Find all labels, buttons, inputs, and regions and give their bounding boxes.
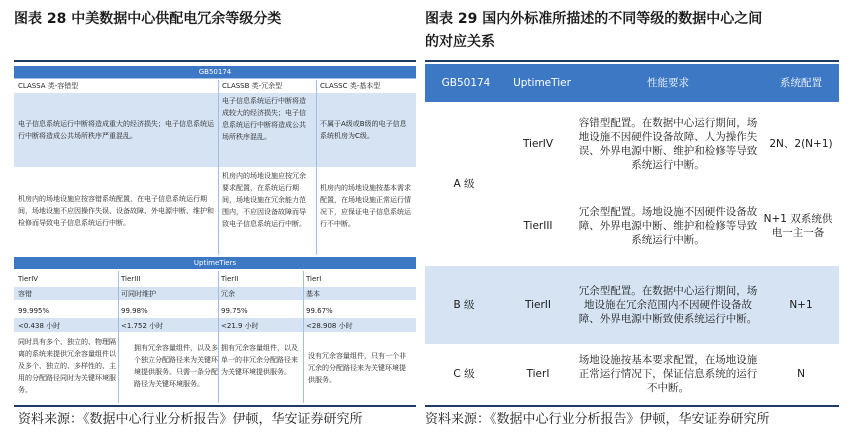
tier-iv-description: 同时具有多个、独立的、物理隔离的系统来提供冗余容量组件以及多个、独立的、多样性的、主用的分配路径同时为关键环境服务。	[18, 338, 116, 394]
left-title-rule	[14, 60, 416, 62]
tier-ii-downtime: <21.9 小时	[221, 322, 259, 330]
right-title-line2: 的对应关系	[425, 34, 495, 50]
tier-iii-downtime: <1.752 小时	[121, 322, 164, 330]
tier-ii-performance: 冗余型配置。在数据中心运行期间，场地设施在冗余范围内不因硬件设备故障、外界电源中断致使系统运行中断。	[578, 285, 758, 325]
tier-iv-type: 容错	[18, 290, 32, 298]
tier-iii-label: TierIII	[121, 275, 141, 283]
class-a-impact: 电子信息系统运行中断将造成重大的经济损失；电子信息系统运行中断将造成公共场所秩序严重混乱。	[18, 120, 214, 140]
col-header-uptimetier: UptimeTier	[513, 77, 571, 89]
uptime-tiers-header: UptimeTiers	[14, 257, 416, 269]
tier-iv-availability: 99.995%	[18, 307, 50, 315]
divider	[303, 271, 304, 403]
tier-iii-config: N+1 双系统供电一主一备	[763, 213, 833, 239]
right-title-rule	[425, 60, 839, 62]
col-header-gb50174: GB50174	[441, 77, 491, 89]
gb50174-header: GB50174	[14, 66, 416, 78]
class-b-config: 机房内的场地设施应按冗余要求配置，在系统运行期间，场地设施在冗余能力范围内，不应因设备故障而导致电子信息系统运行中断。	[222, 172, 306, 228]
tier-iii-availability: 99.98%	[121, 307, 148, 315]
tier-i-performance: 场地设施按基本要求配置，在场地设施正常运行情况下，保证信息系统的运行不中断。	[578, 354, 758, 394]
left-source-note: 资料来源：《数据中心行业分析报告》伊顿，华安证券研究所	[18, 412, 363, 427]
left-figure-title: 图表 28 中美数据中心供配电冗余等级分类	[14, 11, 282, 27]
left-bottom-rule	[14, 405, 416, 407]
tier-iv: TierIV	[522, 138, 554, 150]
tier-iii-type: 可同时维护	[121, 290, 156, 298]
grade-a: A 级	[453, 178, 475, 190]
divider	[218, 271, 219, 403]
class-c-config: 机房内的场地设施按基本需求配置，在场地设施正常运行情况下，应保证电子信息系统运行不中断。	[320, 184, 411, 228]
col-header-config: 系统配置	[780, 77, 822, 89]
grade-b: B 级	[453, 299, 475, 311]
tier-ii: TierII	[525, 299, 551, 311]
tier-iv-performance: 容错型配置。在数据中心运行期间，场地设施不因硬件设备故障、人为操作失误、外界电源中断、维护和检修等导致系统运行中断。	[578, 117, 758, 171]
class-a-config: 机房内的场地设施应按容错系统配置，在电子信息系统运行期间，场地设施不应因操作失误、设备故障、外电源中断、维护和检修而导致电子信息系统运行中断。	[18, 195, 214, 227]
divider	[14, 78, 416, 79]
tier-iii-description: 拥有冗余容量组件，以及多个独立分配路径来为关键环境提供服务。只需一条分配路径为关键环境服务。	[134, 344, 218, 388]
right-source-note: 资料来源：《数据中心行业分析报告》伊顿，华安证券研究所	[425, 412, 770, 427]
tier-ii-description: 拥有冗余容量组件，以及单一的非冗余分配路径来为关键环境提供服务。	[221, 344, 298, 376]
right-title-line1: 图表 29 国内外标准所描述的不同等级的数据中心之间	[425, 11, 763, 27]
col-header-performance: 性能要求	[647, 77, 689, 89]
class-b-impact: 电子信息系统运行中断将造成较大的经济损失；电子信息系统运行中断将造成公共场所秩序混乱。	[222, 97, 306, 141]
class-c-heading: CLASSC 类-基本型	[320, 82, 381, 90]
grade-c: C 级	[453, 368, 475, 380]
divider	[218, 80, 219, 255]
tier-i-availability: 99.67%	[306, 307, 333, 315]
class-b-heading: CLASSB 类-冗余型	[222, 82, 283, 90]
tier-ii-label: TierII	[221, 275, 239, 283]
divider	[316, 80, 317, 255]
tier-i-config: N	[797, 368, 805, 380]
tier-iv-config: 2N、2(N+1)	[769, 138, 833, 150]
tier-i-downtime: <28.908 小时	[306, 322, 353, 330]
tier-ii-availability: 99.75%	[221, 307, 248, 315]
divider	[118, 271, 119, 403]
tier-i: TierI	[526, 368, 550, 380]
tier-ii-config: N+1	[789, 299, 813, 311]
tier-iv-downtime: <0.438 小时	[18, 322, 61, 330]
class-a-heading: CLASSA 类-容错型	[18, 82, 79, 90]
tier-i-label: TierI	[306, 275, 322, 283]
class-c-impact: 不属于A级或B级的电子信息系统机房为C级。	[320, 120, 407, 140]
tier-iii-performance: 冗余型配置。场地设施不因硬件设备故障、外界电源中断、维护和检修等导致系统运行中断。	[578, 206, 758, 246]
right-bottom-rule	[425, 405, 839, 407]
tier-i-description: 没有冗余容量组件，只有一个非冗余的分配路径来为关键环境提供服务。	[308, 352, 406, 384]
tier-iv-label: TierIV	[18, 275, 39, 283]
tier-ii-type: 冗余	[221, 290, 235, 298]
tier-i-type: 基本	[306, 290, 320, 298]
tier-iii: TierIII	[523, 220, 553, 232]
right-figure-title	[425, 8, 845, 54]
